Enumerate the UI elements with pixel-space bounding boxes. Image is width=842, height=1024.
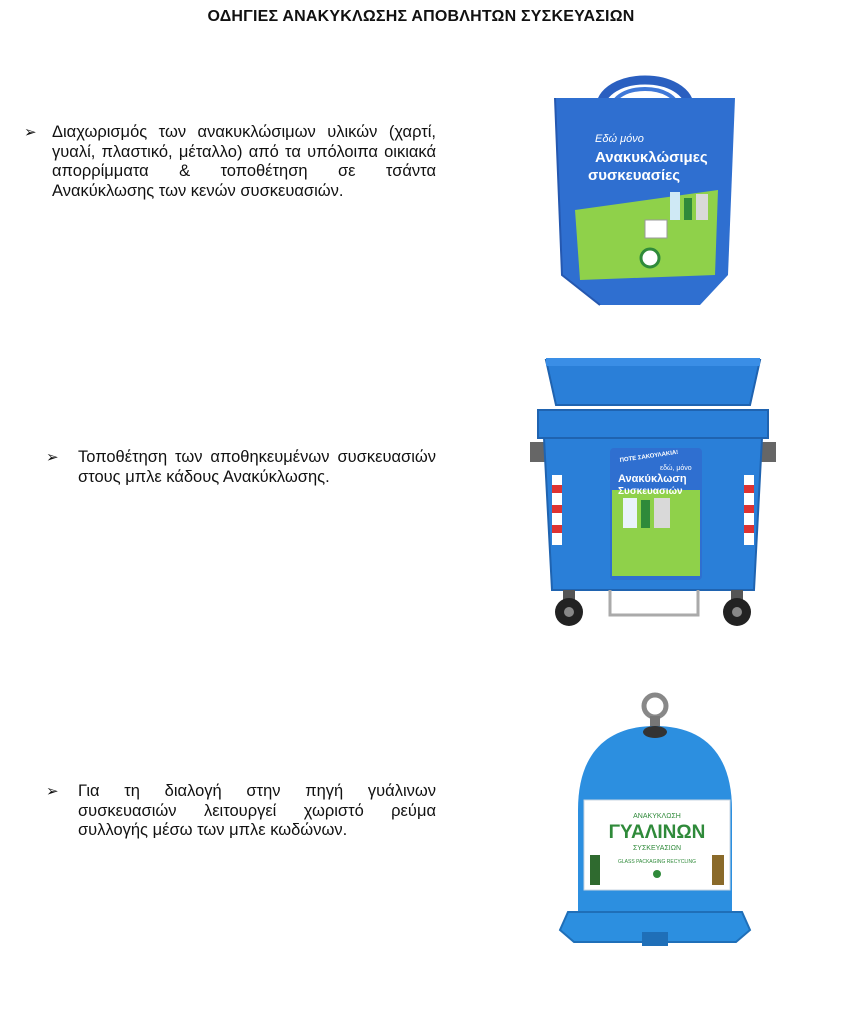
instruction-item-bag [24,123,436,201]
instruction-item-bell [46,782,436,841]
bag-text-line3: συσκευασίες [588,167,681,184]
bell-text-line1: ΑΝΑΚΥΚΛΩΣΗ [633,813,681,820]
page-title: ΟΔΗΓΙΕΣ ΑΝΑΚΥΚΛΩΣΗΣ ΑΠΟΒΛΗΤΩΝ ΣΥΣΚΕΥΑΣΙΩΝ [207,8,635,25]
bin-text-line2: Ανακύκλωση [618,473,687,485]
arrow-bullet-icon: ➢ [46,449,59,466]
bell-text-line4: GLASS PACKAGING RECYCLING [618,859,696,865]
instruction-text: Διαχωρισμός των ανακυκλώσιμων υλικών (χαρτί, γυαλί, πλαστικό, μέταλλο) από τα υπόλοιπα οικιακά απορρίμματα & τοποθέτηση σε τσάντα Ανακύκλωσης των κενών συσκευασιών. [52,123,436,200]
arrow-bullet-icon: ➢ [46,783,59,800]
bell-text-line3: ΣΥΣΚΕΥΑΣΙΩΝ [632,845,682,852]
instruction-text: Για τη διαλογή στην πηγή γυάλινων συσκευασιών λειτουργεί χωριστό ρεύμα συλλογής μέσω των μπλε κωδώνων. [78,782,436,839]
bag-text-line1: Εδώ μόνο [595,133,644,145]
instruction-item-bin [46,448,436,487]
bag-text-line2: Ανακυκλώσιμες [595,149,708,166]
blue-recycling-bin-image [528,350,778,635]
bell-text-line2: ΓΥΑΛΙΝΩΝ [608,822,706,843]
glass-recycling-bell-image [550,690,760,955]
bin-text-line3: Συσκευασιών [618,486,683,497]
instruction-text: Τοποθέτηση των αποθηκευμένων συσκευασιών στους μπλε κάδους Ανακύκλωσης. [78,448,436,486]
recycling-bag-image [550,70,740,310]
arrow-bullet-icon: ➢ [24,124,37,141]
bin-banner: ΠΟΤΕ ΣΑΚΟΥΛΑΚΙΑ! [619,449,679,464]
bin-text-line1: εδώ, μόνο [660,465,692,472]
